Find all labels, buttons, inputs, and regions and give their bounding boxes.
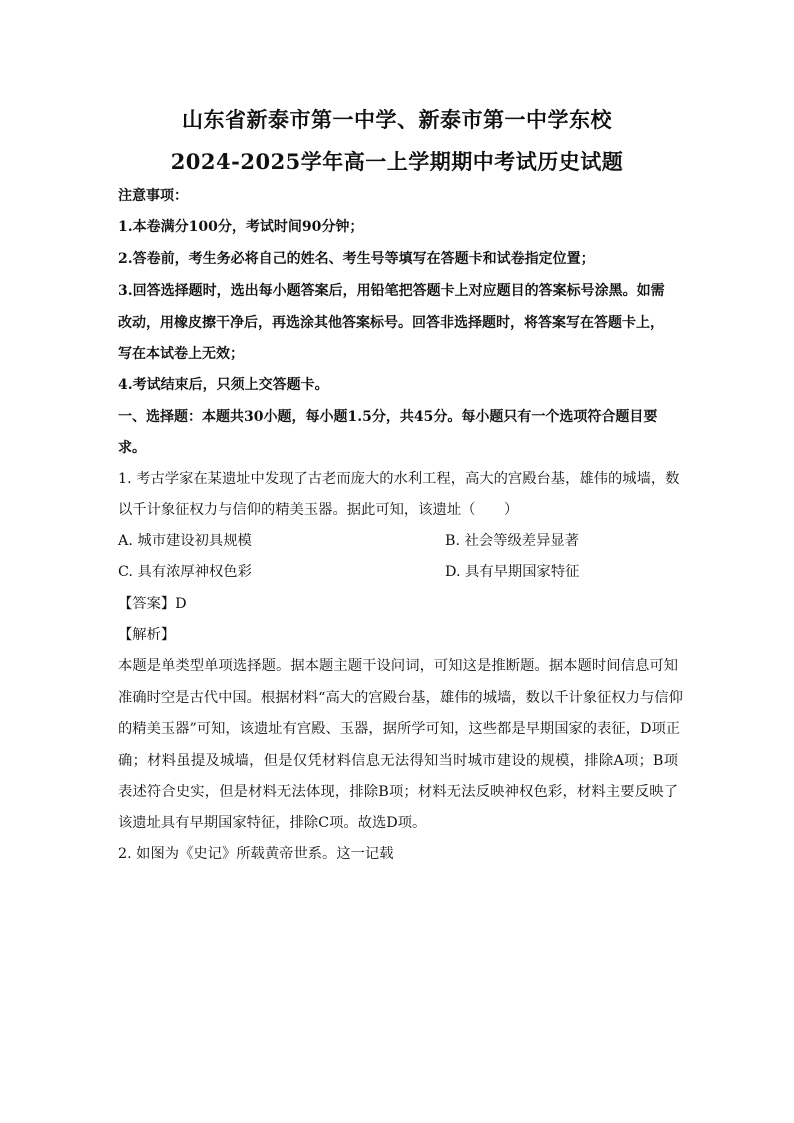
title-line-1: 山东省新泰市第一中学、新泰市第一中学东校	[182, 107, 612, 132]
analysis-line: 该遗址具有早期国家特征，排除C项。故选D项。	[118, 815, 427, 831]
answer-label: 【答案】D	[118, 596, 187, 612]
notice-item: 改动，用橡皮擦干净后，再选涂其他答案标号。回答非选择题时，将答案写在答题卡上，	[118, 315, 664, 331]
section-heading: 一、选择题：本题共30小题，每小题1.5分，共45分。每小题只有一个选项符合题目要	[118, 409, 658, 425]
notice-item: 1.本卷满分100分，考试时间90分钟；	[118, 219, 364, 235]
question-2-stem: 2. 如图为《史记》所载黄帝世系。这一记载	[118, 846, 394, 862]
question-1-stem: 1. 考古学家在某遗址中发现了古老而庞大的水利工程，高大的宫殿台基，雄伟的城墙，数	[118, 471, 680, 487]
option-a: A. 城市建设初具规模	[118, 533, 252, 549]
question-1-stem-cont: 以千计象征权力与信仰的精美玉器。据此可知，该遗址（ ）	[118, 502, 519, 518]
notice-item: 3.回答选择题时，选出每小题答案后，用铅笔把答题卡上对应题目的答案标号涂黑。如需	[118, 283, 665, 299]
analysis-line: 的精美玉器”可知，该遗址有宫殿、玉器，据所学可知，这些都是早期国家的表征，D项正	[118, 721, 681, 737]
notice-item: 写在本试卷上无效；	[118, 346, 244, 362]
section-heading-cont: 求。	[118, 440, 146, 456]
notice-item: 4.考试结束后，只须上交答题卡。	[118, 377, 329, 393]
analysis-line: 确；材料虽提及城墙，但是仅凭材料信息无法得知当时城市建设的规模，排除A项；B项	[118, 753, 678, 769]
notice-heading: 注意事项：	[118, 188, 188, 204]
option-d: D. 具有早期国家特征	[445, 564, 580, 580]
option-c: C. 具有浓厚神权色彩	[118, 564, 252, 580]
analysis-line: 本题是单类型单项选择题。据本题主题干设问词，可知这是推断题。据本题时间信息可知	[118, 658, 678, 674]
title-line-2: 2024-2025学年高一上学期期中考试历史试题	[170, 149, 624, 174]
option-b: B. 社会等级差异显著	[445, 533, 579, 549]
analysis-line: 准确时空是古代中国。根据材料“高大的宫殿台基，雄伟的城墙，数以千计象征权力与信仰	[118, 690, 683, 706]
analysis-label: 【解析】	[118, 627, 176, 643]
notice-item: 2.答卷前，考生务必将自己的姓名、考生号等填写在答题卡和试卷指定位置；	[118, 251, 595, 267]
analysis-line: 表述符合史实，但是材料无法体现，排除B项；材料无法反映神权色彩，材料主要反映了	[118, 784, 678, 800]
